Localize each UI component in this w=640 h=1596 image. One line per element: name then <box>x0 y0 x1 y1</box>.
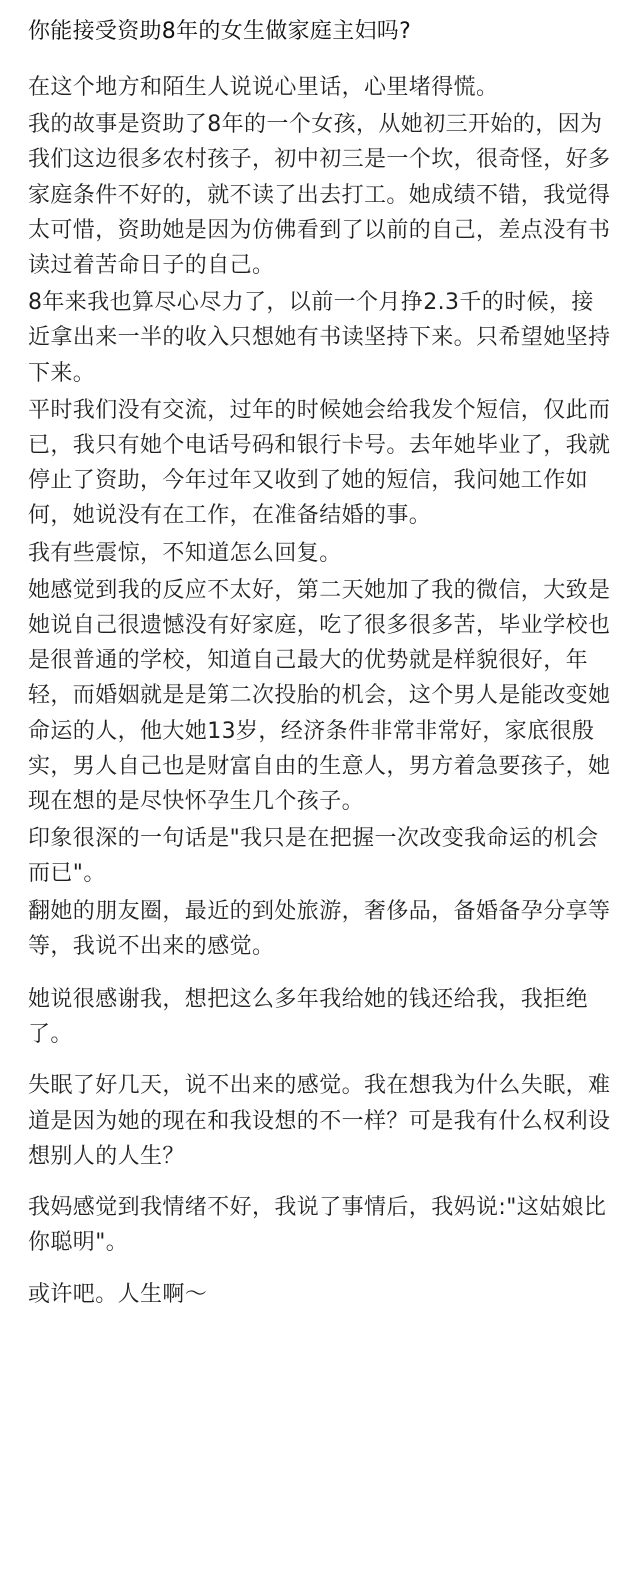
post-paragraph-2: 我的故事是资助了8年的一个女孩，从她初三开始的，因为我们这边很多农村孩子，初中初三是一个坎，很奇怪，好多家庭条件不好的，就不读了出去打工。她成绩不错，我觉得太可惜，资助她是因为仿佛看到了以前的自己，差点没有书读过着苦命日子的自己。 <box>28 112 611 279</box>
post-paragraph-12: 或许吧。人生啊～ <box>28 1281 208 1307</box>
post-paragraph-6: 她感觉到我的反应不太好，第二天她加了我的微信，大致是她说自己很遗憾没有好家庭，吃了很多很多苦，毕业学校也是很普通的学校，知道自己最大的优势就是样貌很好，年轻，而婚姻就是是第二次投胎的机会，这个男人是能改变她命运的人，他大她13岁，经济条件非常非常好，家底很殷实，男人自己也是财富自由的生意人，男方着急要孩子，她现在想的是尽快怀孕生几个孩子。 <box>28 577 611 815</box>
post-paragraph-5: 我有些震惊，不知道怎么回复。 <box>28 540 342 566</box>
post-paragraph-11: 我妈感觉到我情绪不好，我说了事情后，我妈说:"这姑娘比你聪明"。 <box>28 1195 607 1256</box>
post-paragraph-10: 失眠了好几天，说不出来的感觉。我在想我为什么失眠，难道是因为她的现在和我设想的不一样？可是我有什么权利设想别人的人生？ <box>28 1073 611 1169</box>
post-paragraph-4: 平时我们没有交流，过年的时候她会给我发个短信，仅此而已，我只有她个电话号码和银行卡号。去年她毕业了，我就停止了资助，今年过年又收到了她的短信，我问她工作如何，她说没有在工作，在准备结婚的事。 <box>28 397 611 529</box>
post-paragraph-9: 她说很感谢我，想把这么多年我给她的钱还给我，我拒绝了。 <box>28 987 589 1048</box>
post-paragraph-1: 在这个地方和陌生人说说心里话，心里堵得慌。 <box>28 75 499 100</box>
post-paragraph-8: 翻她的朋友圈，最近的到处旅游，奢侈品，备婚备孕分享等等，我说不出来的感觉。 <box>28 898 611 959</box>
post-body <box>28 70 614 1312</box>
post-paragraph-3: 8年来我也算尽心尽力了，以前一个月挣2.3千的时候，接近拿出来一半的收入只想她有书读坚持下来。只希望她坚持下来。 <box>28 290 611 386</box>
post-paragraph-7: 印象很深的一句话是"我只是在把握一次改变我命运的机会而已"。 <box>28 826 599 887</box>
post-title: 你能接受资助8年的女生做家庭主妇吗? <box>28 19 412 44</box>
